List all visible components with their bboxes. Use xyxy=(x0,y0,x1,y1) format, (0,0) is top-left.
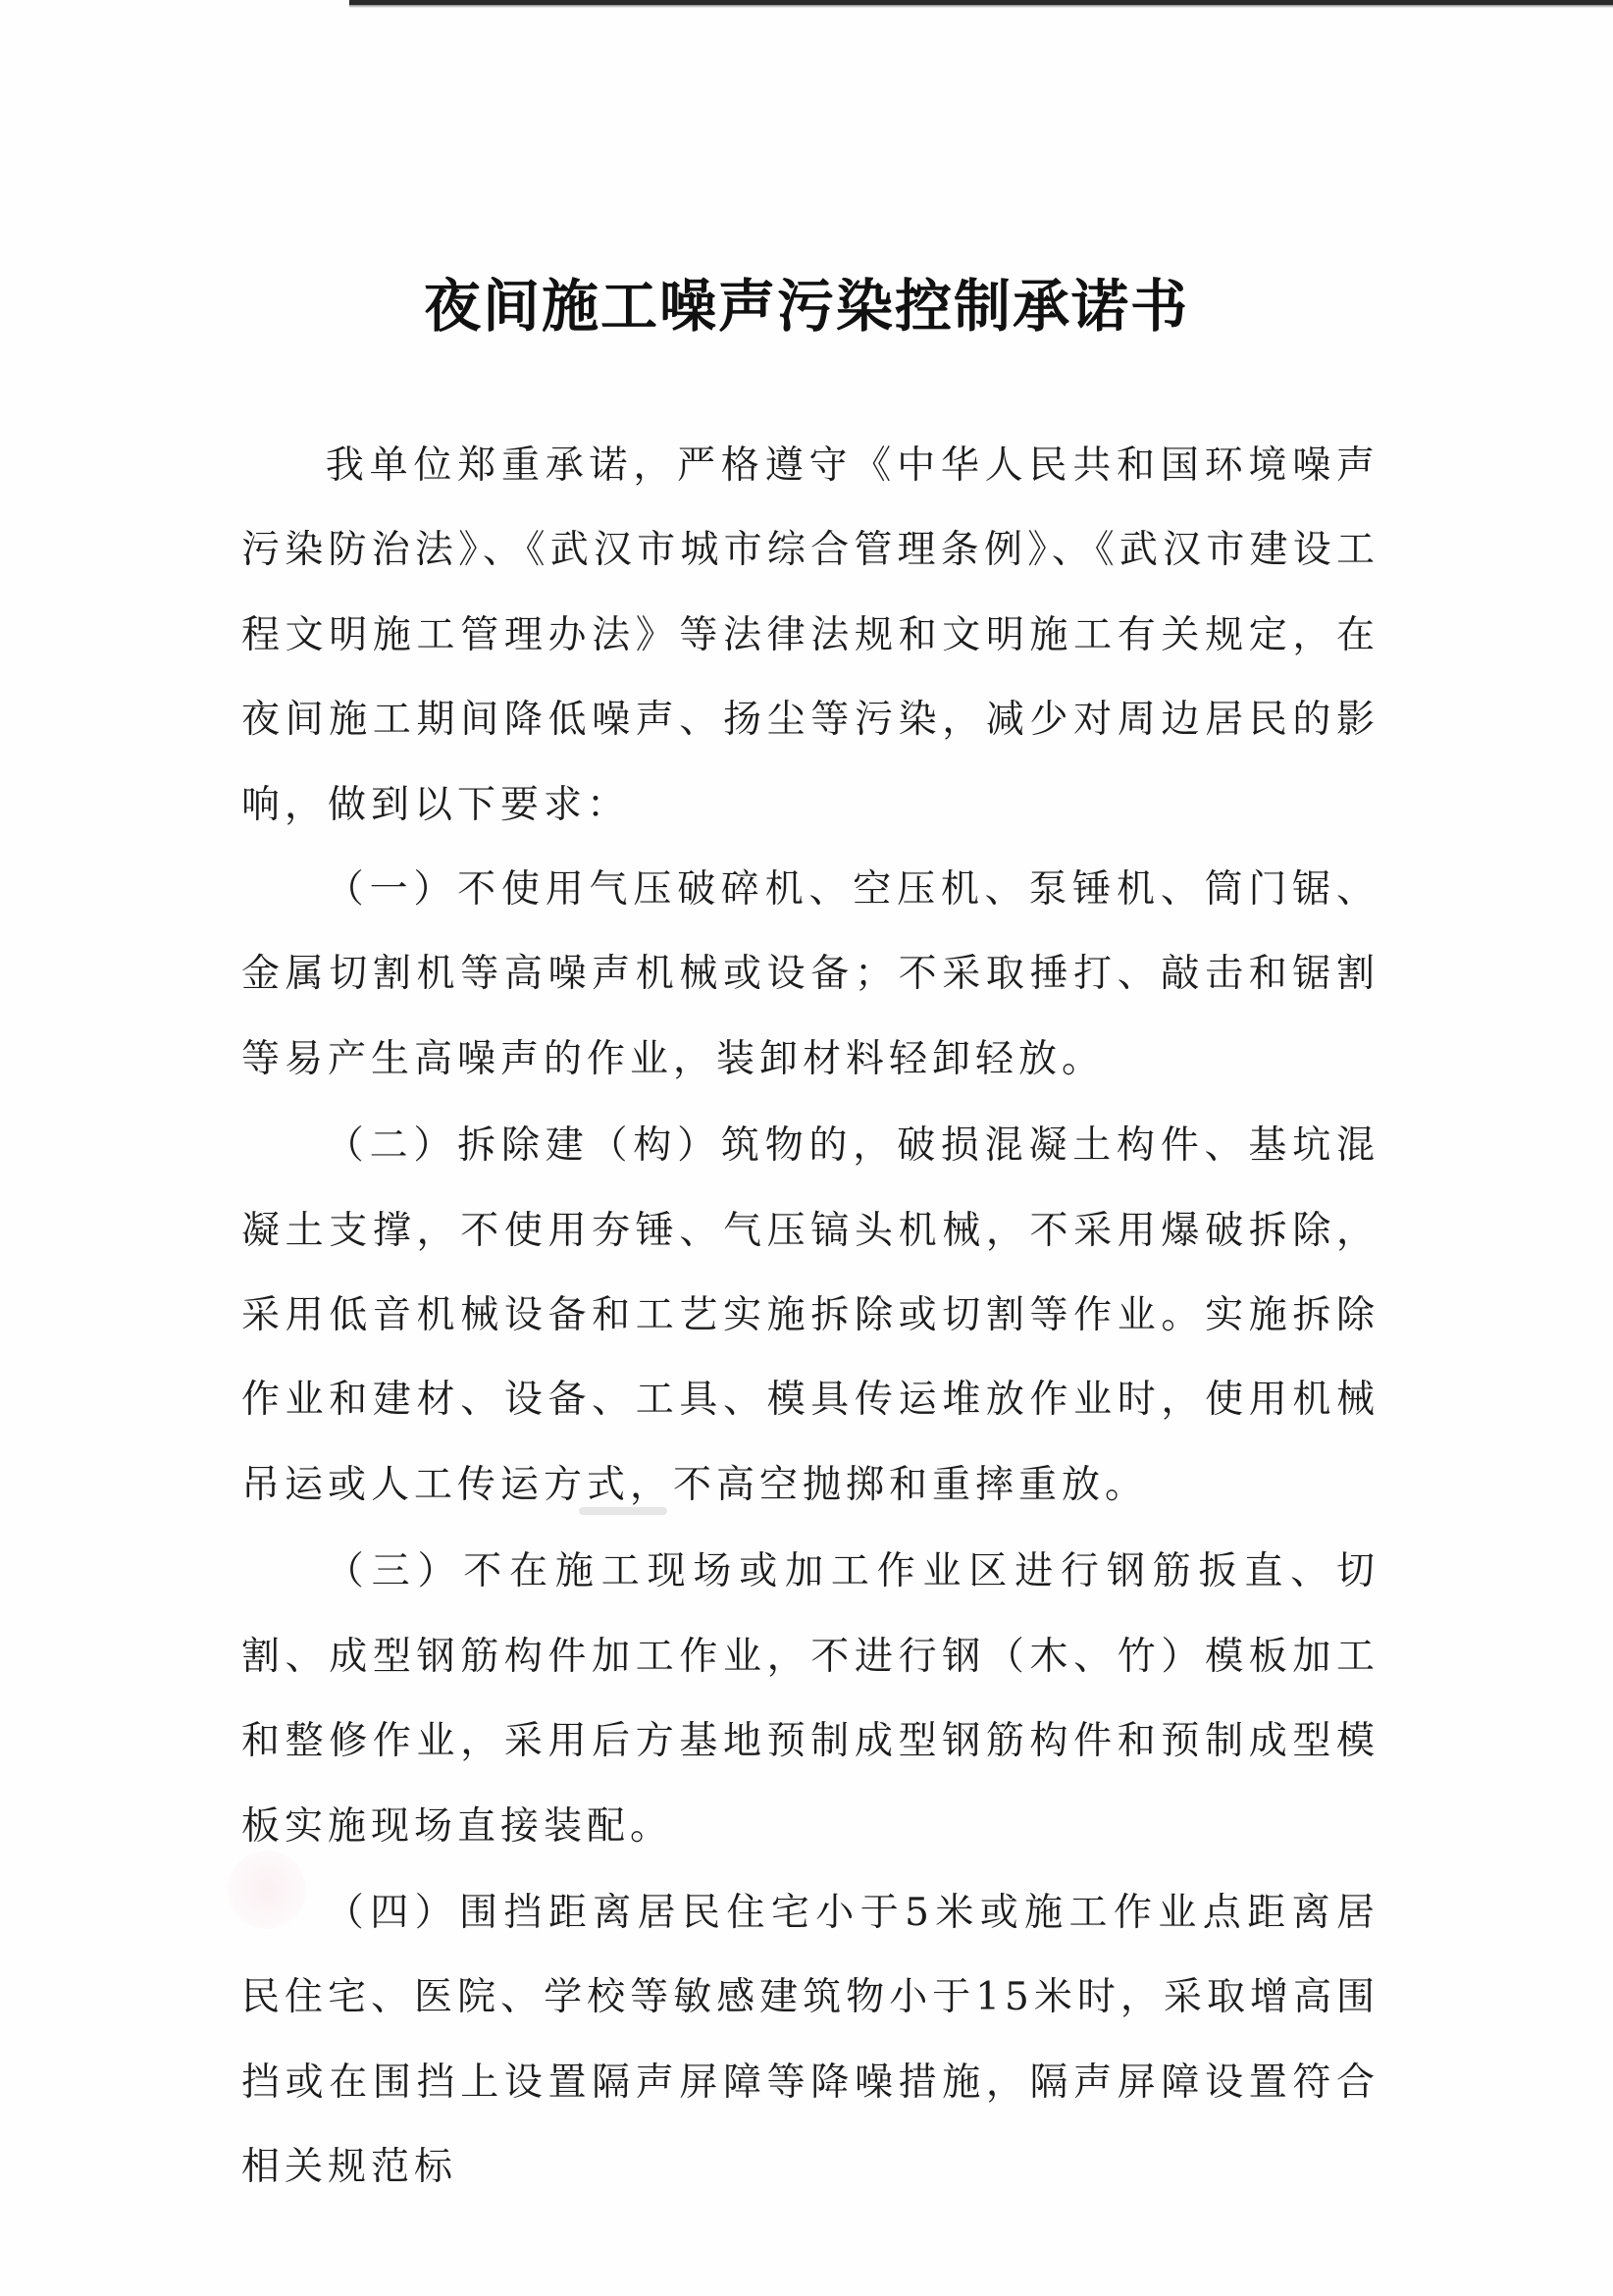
document-body xyxy=(241,424,1379,2211)
scan-artifact xyxy=(579,1507,667,1515)
paragraph-item-1: （一）不使用气压破碎机、空压机、泵锤机、筒门锯、金属切割机等高噪声机械或设备；不采取捶打、敲击和锯割等易产生高噪声的作业，装卸材料轻卸轻放。 xyxy=(241,867,1379,1081)
paragraph-item-4: （四）围挡距离居民住宅小于5米或施工作业点距离居民住宅、医院、学校等敏感建筑物小于15米时，采取增高围挡或在围挡上设置隔声屏障等降噪措施，隔声屏障设置符合相关规范标 xyxy=(241,1890,1379,2190)
paragraph-intro: 我单位郑重承诺，严格遵守《中华人民共和国环境噪声污染防治法》、《武汉市城市综合管理条例》、《武汉市建设工程文明施工管理办法》等法律法规和文明施工有关规定，在夜间施工期间降低噪声、扬尘等污染，减少对周边居民的影响，做到以下要求： xyxy=(241,444,1379,827)
paragraph-item-3: （三）不在施工现场或加工作业区进行钢筋扳直、切割、成型钢筋构件加工作业，不进行钢（木、竹）模板加工和整修作业，采用后方基地预制成型钢筋构件和预制成型模板实施现场直接装配。 xyxy=(241,1549,1379,1849)
document-title: 夜间施工噪声污染控制承诺书 xyxy=(423,273,1189,339)
scan-top-edge xyxy=(349,0,1613,8)
faint-stamp-bleed xyxy=(228,1851,306,1929)
paragraph-item-2: （二）拆除建（构）筑物的，破损混凝土构件、基坑混凝土支撑，不使用夯锤、气压镐头机械，不采用爆破拆除，采用低音机械设备和工艺实施拆除或切割等作业。实施拆除作业和建材、设备、工具、模具传运堆放作业时，使用机械吊运或人工传运方式，不高空抛掷和重摔重放。 xyxy=(241,1123,1379,1507)
